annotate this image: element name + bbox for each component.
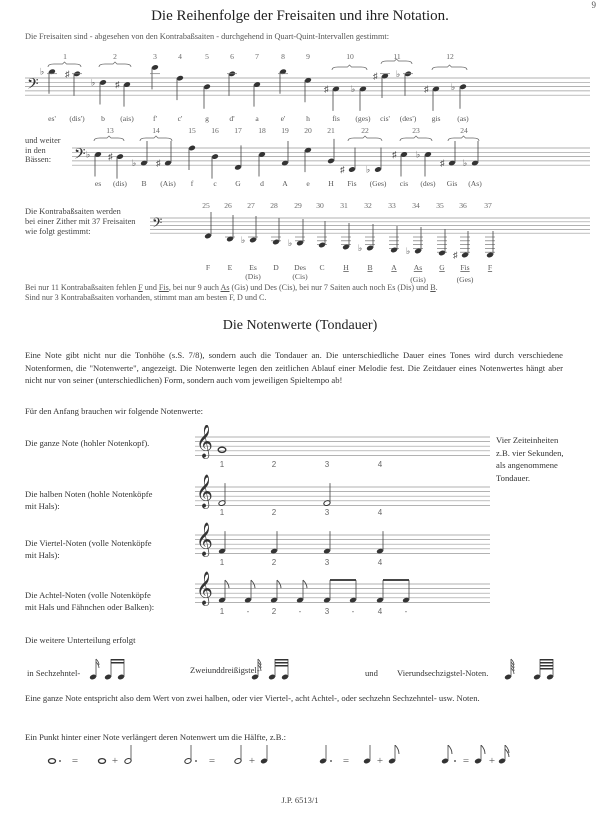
string-name: B [141,179,147,188]
bass-clef-icon: 𝄢 [74,145,86,166]
beat-count: 4 [377,508,383,517]
kontrabass-note [25,283,438,303]
footer-catalog-number: J.P. 6513/1 [281,795,319,805]
string-name: (ges) [355,114,371,123]
string-name: Fis [347,179,357,188]
l: mit Hals): [25,501,60,511]
equals-sign: = [71,755,79,767]
flat-icon: ♭ [406,246,411,256]
string-name: As [413,263,423,272]
augmentation-dot [59,760,61,762]
string-name: f' [153,114,157,123]
string-number: 14 [152,126,160,135]
sharp-icon: ♯ [340,164,345,175]
string-name: d [260,179,264,188]
string-number: 18 [258,126,266,135]
beat-count: 1 [219,508,225,517]
string-name: b [101,114,105,123]
string-name: e [306,179,310,188]
string-name: D [273,263,279,272]
equals-sign: = [462,755,470,767]
string-number: 37 [484,201,492,210]
treble-clef-icon: 𝄞 [196,426,213,458]
string-name: (As) [468,179,482,188]
flat-icon: ♭ [40,66,45,77]
string-name: (as) [457,114,469,123]
dotted-notes-examples [0,745,600,780]
subdiv-and: und [365,668,378,678]
treble-clef-icon: 𝄞 [196,476,213,508]
subdiv-64: Vierundsechzigstel-Noten. [397,668,489,678]
l: Die Achtel-Noten (volle Notenköpfe [25,590,151,600]
string-alt-name: (Dis) [245,272,261,281]
flat-icon: ♭ [451,81,456,92]
string-name: e' [280,114,286,123]
row3-label-line: Die Kontrabaßsaiten werden [25,207,121,216]
flat-icon: ♭ [86,149,91,160]
notenwerte-intro: Für den Anfang brauchen wir folgende Notenwerte: [25,406,204,416]
staff-row-1 [0,45,600,125]
beat-count: 3 [324,460,330,469]
string-number: 3 [153,52,157,61]
l: Tondauer. [496,472,531,483]
t: B [430,283,436,292]
kontrabass-note-line1 [25,283,438,293]
string-number: 28 [270,201,278,210]
flat-icon: ♭ [463,158,468,169]
string-number: 7 [255,52,259,61]
l: z.B. vier Sekunden, [496,447,564,458]
brace [48,62,81,67]
beam [330,579,356,581]
beat-count: - [351,607,355,616]
flat-icon: ♭ [91,77,96,88]
beat-count: 3 [324,558,330,567]
string-number: 24 [460,126,468,135]
subdiv-32: Zweiunddreißigstel- [190,665,260,675]
string-name: Des [294,263,306,272]
brace [99,62,131,67]
flat-icon: ♭ [416,149,421,160]
whole-note-icon [218,447,226,452]
augmentation-dot [454,760,456,762]
l: mit Hals und Fähnchen oder Balken): [25,602,155,612]
string-name: Fis [460,263,470,272]
string-name: H [328,179,334,188]
beat-count: 2 [271,460,277,469]
beat-count: 4 [377,460,383,469]
string-name: c' [177,114,183,123]
l: Die halben Noten (hohle Notenköpfe [25,489,153,499]
t: . [435,283,438,292]
string-number: 30 [316,201,324,210]
string-number: 4 [178,52,182,61]
string-number: 10 [346,52,354,61]
sharp-icon: ♯ [65,68,70,79]
string-number: 25 [202,201,210,210]
brace [94,136,124,141]
string-name: es [94,179,102,188]
string-name: (des') [399,114,417,123]
beat-count: - [298,607,302,616]
string-name: (dis') [69,114,85,123]
dot-rule-text: Ein Punkt hinter einer Note verlängert deren Notenwert um die Hälfte, z.B.: [25,732,287,742]
string-number: 2 [113,52,117,61]
string-name: Es [249,263,257,272]
flag-icon [481,745,485,754]
beat-count: 3 [324,508,330,517]
t: F [138,283,143,292]
augmentation-dot [330,760,332,762]
beat-count: 2 [271,508,277,517]
brace [432,65,467,70]
string-name: g [205,114,209,123]
string-number: 17 [234,126,242,135]
t: und [142,283,159,292]
flat-icon: ♭ [396,68,401,79]
subdiv-16: in Sechzehntel- [27,668,81,678]
brace [332,65,367,70]
string-name: cis' [380,114,390,123]
beat-count: - [246,607,250,616]
string-number: 33 [388,201,396,210]
string-number: 22 [361,126,369,135]
flag-icon [448,745,452,754]
string-number: 36 [459,201,467,210]
beat-count: 1 [219,460,225,469]
row3-label-line: wie folgt gestimmt: [25,227,91,236]
sharp-icon: ♯ [108,151,113,162]
plus-sign: + [488,755,496,767]
string-name: C [319,263,325,272]
l: als angenommene [496,460,558,470]
sharp-icon: ♯ [324,83,329,94]
string-name: f [190,179,194,188]
string-number: 8 [281,52,285,61]
equivalence-text: Eine ganze Note entspricht also dem Wert von zwei halben, oder vier Viertel-, acht Achtel-, oder sechzehn Sechzehntel- usw. Noten. [25,693,480,703]
string-number: 13 [106,126,114,135]
string-number: 16 [211,126,219,135]
string-alt-name: (Ges) [456,275,474,284]
plus-sign: + [376,755,384,767]
string-number: 26 [224,201,232,210]
sharp-icon: ♯ [440,158,445,169]
string-name: H [343,263,349,272]
string-name: (des) [420,179,436,188]
string-number: 15 [188,126,196,135]
beam [540,665,553,667]
string-number: 35 [436,201,444,210]
strings-intro: Die Freisaiten sind - abgesehen von den Kontrabaßsaiten - durchgehend in Quart-Quint-Intervallen gestimmt: [25,32,390,41]
string-name: Gis [446,179,458,188]
bass-clef-icon: 𝄢 [27,75,39,96]
brace [348,136,382,141]
string-name: (Ais) [160,179,176,188]
string-alt-name: (Cis) [292,272,308,281]
t: Fis [158,283,169,292]
staff-row-2 [0,122,600,197]
string-number: 27 [247,201,255,210]
beat-count: 2 [271,558,277,567]
l: Die Viertel-Noten (volle Notenköpfe [25,538,152,548]
l: Vier Zeiteinheiten [496,435,559,445]
string-name: es' [48,114,56,123]
string-name: (dis) [113,179,127,188]
string-alt-name: (Gis) [410,275,426,284]
section-title-notenwerte: Die Notenwerte (Tondauer) [222,318,378,333]
string-name: c [213,179,217,188]
brace [400,136,432,141]
sharp-icon: ♯ [115,79,120,90]
plus-sign: + [111,755,119,767]
augmentation-dot [195,760,197,762]
string-name: cis [399,179,409,188]
beam [275,662,288,664]
beam [540,659,553,661]
string-number: 34 [412,201,420,210]
row2-label-line: Bässen: [25,155,52,164]
beat-count: - [404,607,408,616]
beam [275,659,288,661]
string-name: E [227,263,233,272]
page-number: 9 [591,0,596,10]
l: Die ganze Note (hohler Notenkopf). [25,438,150,448]
string-name: gis [431,114,441,123]
string-name: a [255,114,259,123]
string-name: B [367,263,373,272]
string-name: d' [229,114,235,123]
string-name: h [306,114,310,123]
string-name: (ais) [120,114,134,123]
flag-icon [395,745,399,754]
treble-clef-icon: 𝄞 [196,573,213,605]
string-number: 31 [340,201,348,210]
flat-icon: ♭ [351,83,356,94]
row3-label-line: bei einer Zither mit 37 Freisaiten [25,217,136,226]
treble-clef-icon: 𝄞 [196,524,213,556]
string-number: 9 [306,52,310,61]
string-name: A [282,179,288,188]
beam [275,665,288,667]
t: , bei nur 9 auch [168,283,221,292]
beam [540,662,553,664]
section-title-strings: Die Reihenfolge der Freisaiten und ihre Notation. [151,8,449,24]
flat-icon: ♭ [288,238,293,248]
string-name: (Ges) [369,179,387,188]
brace [448,136,479,141]
beat-count: 1 [219,607,225,616]
staff-row-3 [0,196,600,286]
string-name: A [391,263,397,272]
string-number: 29 [294,201,302,210]
kontrabass-note-line2: Sind nur 3 Kontrabaßsaiten vorhanden, stimmt man am besten F, D und C. [25,293,267,302]
equals-sign: = [342,755,350,767]
string-number: 11 [393,52,401,61]
string-name: G [439,263,445,272]
beam [383,579,409,581]
sharp-icon: ♯ [156,158,161,169]
t: Bei nur 11 Kontrabaßsaiten fehlen [25,283,139,292]
string-number: 19 [281,126,289,135]
beam [111,659,124,661]
t: (Gis) und Des (Cis), bei nur 7 Saiten auch noch Es (Dis) und [229,283,431,292]
sharp-icon: ♯ [373,71,378,81]
string-number: 32 [364,201,372,210]
bass-clef-icon: 𝄢 [152,216,163,234]
further-text: Die weitere Unterteilung erfolgt [25,635,136,645]
beam [111,662,124,664]
whole-note-icon [99,759,106,764]
notenwerte-paragraph: Eine Note gibt nicht nur die Tonhöhe (s.S. 7/8), sondern auch die Tondauer an. Die unterschiedliche Dauer eines Tones wird durch verschiedene Notenformen, die "Notenwerte", angezeigt. Die Notenwerte legen den zeitlichen Ablauf einer Melodie fest. Die Zeitdauer eines Notenwertes hängt aber nicht nur von seiner (unterschiedlichen) Form, sondern auch vom jeweiligen Spieltempo ab! [25,350,563,386]
sharp-icon: ♯ [392,149,397,160]
string-name: F [205,263,211,272]
flat-icon: ♭ [366,164,371,175]
string-number: 6 [230,52,234,61]
sharp-icon: ♯ [424,83,429,94]
flat-icon: ♭ [132,158,137,169]
treble-staves [0,425,600,625]
string-number: 21 [327,126,335,135]
string-number: 5 [205,52,209,61]
equals-sign: = [208,755,216,767]
t: As [220,283,230,292]
string-name: fis [332,114,340,123]
brace [140,136,172,141]
flat-icon: ♭ [358,243,363,253]
string-number: 1 [63,52,67,61]
plus-sign: + [248,755,256,767]
beat-count: 3 [324,607,330,616]
beat-count: 4 [377,558,383,567]
string-number: 23 [412,126,420,135]
whole-note-icon [49,759,56,764]
beam [540,668,553,670]
string-number: 20 [304,126,312,135]
string-name: G [235,179,241,188]
l: mit Hals): [25,550,60,560]
beat-count: 2 [271,607,277,616]
row2-label-line: und weiter [25,136,61,145]
flat-icon: ♭ [241,235,246,245]
row2-label-line: in den [25,145,46,155]
subdivision-notes [0,655,600,685]
string-number: 12 [446,52,454,61]
beat-count: 1 [219,558,225,567]
sharp-icon: ♯ [453,250,458,260]
string-name: F [487,263,493,272]
beat-count: 4 [377,607,383,616]
